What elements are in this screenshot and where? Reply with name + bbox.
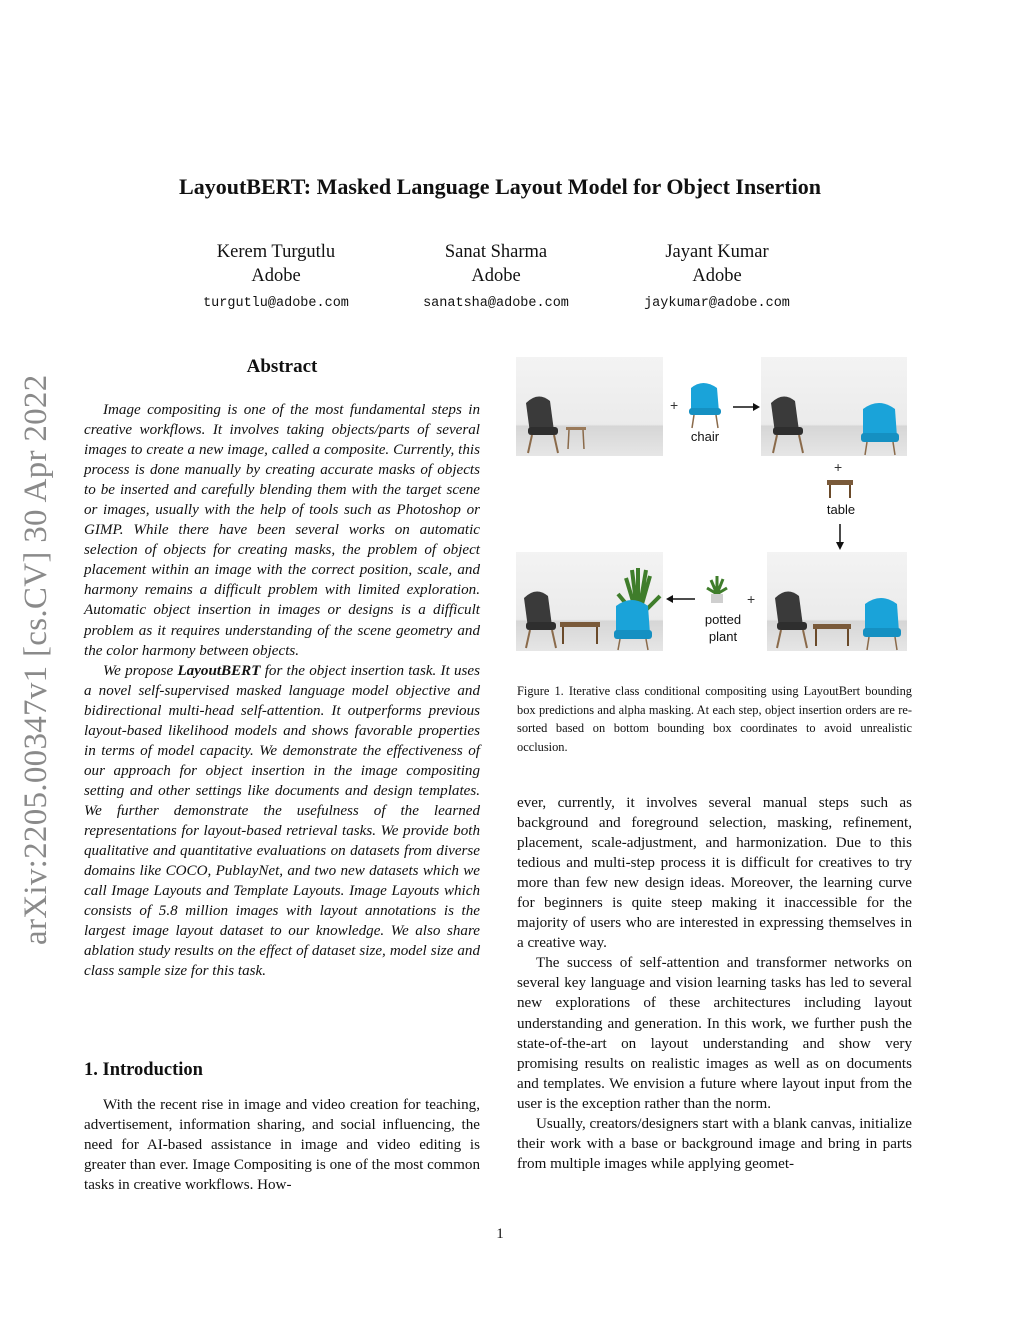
author-block bbox=[176, 240, 376, 316]
page-number: 1 bbox=[496, 1226, 504, 1242]
abstract-paragraph-1: Image compositing is one of the most fundamental steps in creative workflows. It involves taking objects/parts of several images to create a new image, called a composite. Currently, this process is done manually by creating accurate masks of objects to be inserted and carefully blending them with the target scene or images, usually with the help of tools such as Photoshop or GIMP. While there have been several works on automatic selection of objects for creating masks, the problem of object placement within an image with the correct position, scale, and harmony remains a difficult problem with limited exploration. Automatic object insertion in images or designs is a difficult problem as it requires understanding of the scene geometry and the color harmony between objects. bbox=[84, 402, 480, 659]
arrow-right-icon bbox=[733, 403, 760, 411]
scene-step-2 bbox=[761, 357, 907, 456]
author-block bbox=[617, 240, 817, 316]
intro-left-column bbox=[84, 1095, 480, 1195]
author-email[interactable]: jaykumar@adobe.com bbox=[644, 296, 790, 311]
intro-right-column bbox=[517, 793, 912, 1174]
arrow-down-icon bbox=[836, 524, 844, 550]
plus-icon: + bbox=[747, 591, 756, 607]
abstract-body bbox=[84, 400, 480, 981]
abstract-paragraph-2: We propose LayoutBERT for the object insertion task. It uses a novel self-supervised masked language model objective and bidirectional multi-head self-attention. It outperforms previous layout-based likelihood models and shows favorable properties in terms of model capacity. We demonstrate the effectiveness of our approach for object insertion in the image compositing setting and other settings like documents and design templates. We further demonstrate the usefulness of the learned representations for layout-based retrieval tasks. We provide both qualitative and quantitative evaluations on datasets from diverse domains like COCO, PublayNet, and two new datasets which we call Image Layouts and Template Layouts. Image Layouts which consists of 5.8 million images with layout annotations is the largest image layout dataset to our knowledge. We also share ablation study results on the effect of dataset size, model size and class sample size for this task. bbox=[84, 662, 480, 980]
figure-1 bbox=[513, 352, 913, 657]
intro-paragraph: The success of self-attention and transformer networks on several key language and vision learning tasks has led to several new explorations of these architectures including layout understanding and generation. In this work, we further push the state-of-the-art on layout understanding and show very promising results on realistic images as well as on documents and templates. We envision a future where layout input from the user is the exception rather than the norm. bbox=[517, 955, 912, 1112]
author-affiliation: Adobe bbox=[471, 266, 521, 286]
scene-step-3 bbox=[767, 552, 907, 651]
intro-paragraph: With the recent rise in image and video creation for teaching, advertisement, information sharing, and social influencing, the need for AI-based assistance in image and video editing is greater than ever. Image Compositing is one of the most common tasks in creative workflows. How- bbox=[84, 1097, 480, 1194]
author-name: Sanat Sharma bbox=[444, 242, 548, 262]
plus-icon: + bbox=[670, 397, 679, 413]
author-affiliation: Adobe bbox=[692, 266, 742, 286]
author-email[interactable]: sanatsha@adobe.com bbox=[423, 296, 569, 311]
potted-plant-icon bbox=[707, 576, 727, 603]
intro-paragraph: Usually, creators/designers start with a blank canvas, initialize their work with a base or background image and bring in parts from multiple images while applying geomet- bbox=[517, 1115, 912, 1172]
paper-title: LayoutBERT: Masked Language Layout Model for Object Insertion bbox=[179, 174, 821, 199]
author-block bbox=[396, 240, 596, 316]
arrow-left-icon bbox=[666, 595, 695, 603]
model-name: LayoutBERT bbox=[177, 662, 261, 679]
abstract-heading: Abstract bbox=[246, 356, 318, 377]
figure-label-chair: chair bbox=[690, 429, 720, 444]
section-heading-introduction: 1. Introduction bbox=[84, 1060, 203, 1080]
intro-paragraph: ever, currently, it involves several manual steps such as background and foreground selection, masking, refinement, placement, scale-adjustment, and harmonization. Due to this tedious and multi-step process it is difficult for creatives to try more than few new design ideas. Moreover, the learning curve for beginners is quite steep making it inaccessible for the majority of users who are interested in expressing themselves in a creative way. bbox=[517, 795, 912, 952]
figure-caption: Figure 1. Iterative class conditional compositing using LayoutBert bounding box predictions and alpha masking. At each step, object insertion orders are re-sorted based on bottom bounding box coordinates to avoid unrealistic occlusion. bbox=[517, 684, 912, 754]
author-name: Jayant Kumar bbox=[665, 242, 769, 262]
figure-label-table: table bbox=[826, 502, 856, 517]
scene-step-4 bbox=[516, 552, 663, 651]
figure-label-potted-plant: potted plant bbox=[704, 612, 742, 644]
arxiv-stamp: arXiv:2205.00347v1 [cs.CV] 30 Apr 2022 bbox=[18, 374, 54, 945]
author-email[interactable]: turgutlu@adobe.com bbox=[203, 296, 349, 311]
author-name: Kerem Turgutlu bbox=[216, 242, 336, 262]
scene-step-1 bbox=[516, 357, 663, 456]
plus-icon: + bbox=[834, 459, 843, 475]
author-affiliation: Adobe bbox=[251, 266, 301, 286]
table-icon bbox=[827, 480, 853, 498]
blue-chair-icon bbox=[689, 383, 721, 428]
